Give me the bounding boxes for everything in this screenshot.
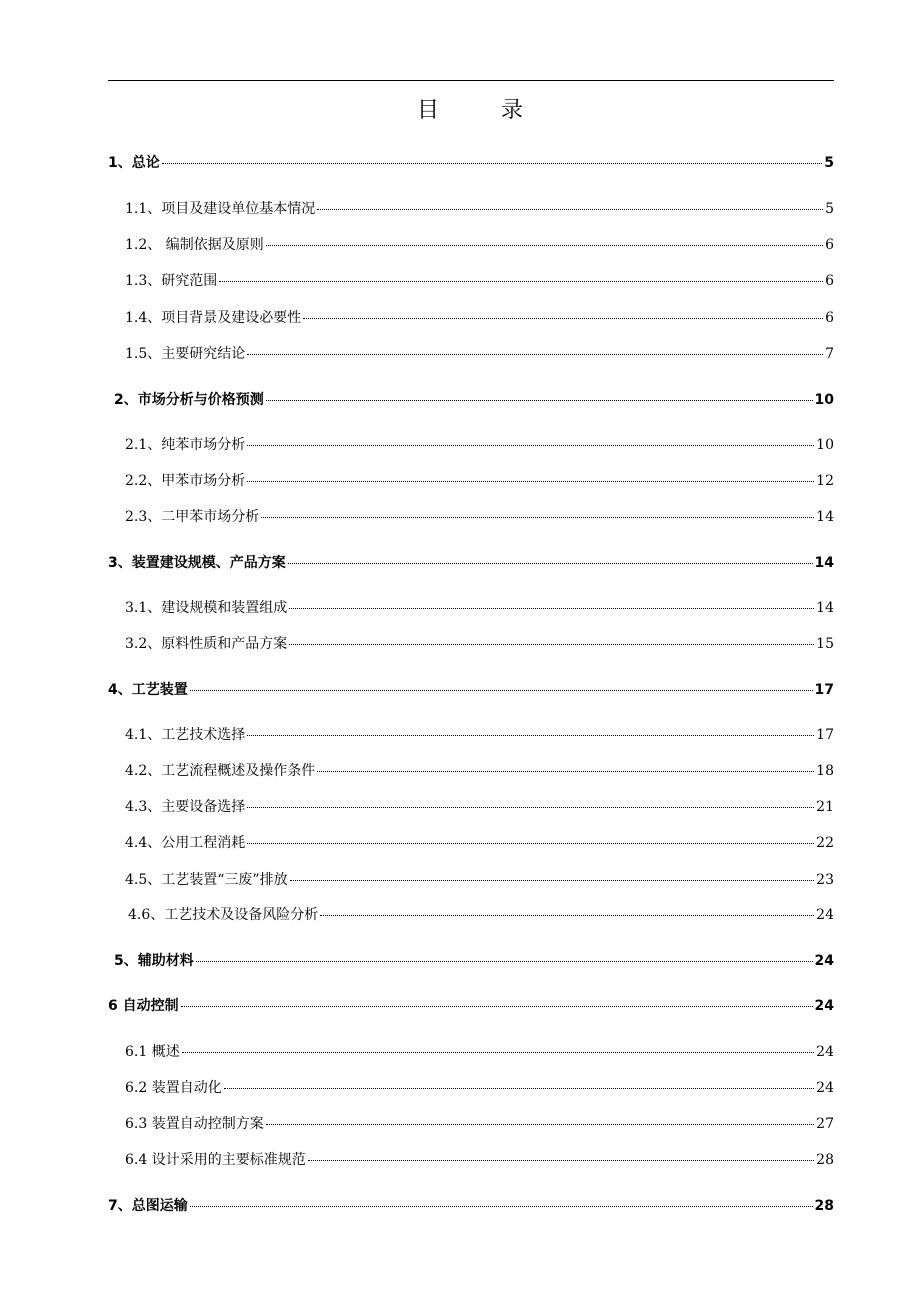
dot-leader [320, 915, 814, 916]
toc-entry-label: 2.3、二甲苯市场分析 [125, 509, 260, 525]
toc-entry-label: 7、总图运输 [108, 1198, 188, 1214]
toc-entry-label: 4.2、工艺流程概述及操作条件 [125, 763, 316, 779]
toc-entry-page-number: 7 [825, 346, 834, 362]
toc-entry-chapter[interactable] [108, 553, 834, 573]
toc-entry-section[interactable] [125, 1042, 834, 1062]
toc-entry-label: 2、市场分析与价格预测 [114, 392, 264, 408]
toc-entry-page-number: 5 [824, 155, 834, 171]
toc-entry-label: 6.4 设计采用的主要标准规范 [125, 1152, 306, 1168]
toc-entry-label: 4.4、公用工程消耗 [125, 835, 246, 851]
dot-leader [219, 281, 823, 282]
toc-entry-page-number: 6 [825, 273, 834, 289]
dot-leader [288, 563, 813, 564]
toc-entry-section[interactable] [125, 471, 834, 491]
toc-entry-label: 4.3、主要设备选择 [125, 799, 246, 815]
toc-entry-section[interactable] [125, 344, 834, 364]
toc-entry-page-number: 14 [816, 509, 834, 525]
toc-entry-page-number: 6 [825, 310, 834, 326]
dot-leader [247, 354, 823, 355]
dot-leader [190, 690, 813, 691]
toc-entry-page-number: 28 [816, 1152, 834, 1168]
header-rule [108, 80, 834, 81]
toc-entry-section[interactable] [125, 1114, 834, 1134]
dot-leader [266, 400, 813, 401]
toc-entry-label: 3.1、建设规模和装置组成 [125, 600, 288, 616]
toc-entry-page-number: 24 [816, 1080, 834, 1096]
toc-entry-page-number: 14 [816, 600, 834, 616]
toc-entry-label: 1.2、 编制依据及原则 [125, 237, 264, 253]
dot-leader [289, 644, 814, 645]
toc-entry-section[interactable] [125, 199, 834, 219]
toc-entry-page-number: 12 [816, 473, 834, 489]
toc-entry-chapter[interactable] [108, 153, 834, 173]
toc-entry-page-number: 24 [816, 1044, 834, 1060]
toc-entry-label: 6.2 装置自动化 [125, 1080, 222, 1096]
dot-leader [303, 318, 823, 319]
toc-entry-page-number: 5 [825, 201, 834, 217]
toc-entry-section[interactable] [125, 634, 834, 654]
toc-entry-chapter[interactable] [108, 680, 834, 700]
toc-entry-section[interactable] [125, 833, 834, 853]
toc-entry-label: 4.5、工艺装置“三废”排放 [125, 872, 288, 888]
dot-leader [289, 608, 814, 609]
dot-leader [182, 1052, 814, 1053]
toc-entry-chapter[interactable] [114, 390, 834, 410]
toc-entry-section[interactable] [125, 797, 834, 817]
toc-entry-section[interactable] [125, 435, 834, 455]
toc-entry-page-number: 17 [816, 727, 834, 743]
dot-leader [317, 209, 823, 210]
dot-leader [196, 961, 813, 962]
toc-entry-section[interactable] [125, 725, 834, 745]
toc-entry-section[interactable] [125, 271, 834, 291]
toc-entry-section[interactable] [128, 905, 834, 925]
toc-entry-page-number: 21 [816, 799, 834, 815]
dot-leader [308, 1160, 814, 1161]
toc-entry-chapter[interactable] [108, 1196, 834, 1216]
toc-entry-section[interactable] [125, 235, 834, 255]
dot-leader [190, 1206, 813, 1207]
toc-entry-label: 3.2、原料性质和产品方案 [125, 636, 288, 652]
toc-entry-label: 2.1、纯苯市场分析 [125, 437, 246, 453]
toc-title-left: 目 [416, 98, 441, 123]
toc-entry-page-number: 27 [816, 1116, 834, 1132]
dot-leader [290, 880, 815, 881]
dot-leader [317, 771, 814, 772]
dot-leader [181, 1006, 813, 1007]
toc-entry-label: 4.6、工艺技术及设备风险分析 [128, 907, 319, 923]
toc-entry-label: 1.4、项目背景及建设必要性 [125, 310, 302, 326]
toc-entry-page-number: 22 [816, 835, 834, 851]
toc-entry-page-number: 10 [814, 392, 834, 408]
dot-leader [247, 843, 814, 844]
toc-entry-label: 6.1 概述 [125, 1044, 180, 1060]
toc-entry-label: 4.1、工艺技术选择 [125, 727, 246, 743]
toc-entry-page-number: 24 [814, 998, 834, 1014]
toc-entry-section[interactable] [125, 308, 834, 328]
dot-leader [247, 807, 814, 808]
dot-leader [162, 163, 823, 164]
toc-entry-page-number: 24 [816, 907, 834, 923]
toc-entry-label: 1.1、项目及建设单位基本情况 [125, 201, 316, 217]
toc-entry-label: 4、工艺装置 [108, 682, 188, 698]
toc-entry-page-number: 17 [814, 682, 834, 698]
toc-entry-label: 6.3 装置自动控制方案 [125, 1116, 264, 1132]
toc-entry-label: 5、辅助材料 [114, 953, 194, 969]
toc-entry-page-number: 15 [816, 636, 834, 652]
toc-entry-page-number: 18 [816, 763, 834, 779]
dot-leader [261, 517, 814, 518]
toc-entry-section[interactable] [125, 761, 834, 781]
toc-title [108, 96, 834, 126]
toc-entry-page-number: 14 [814, 555, 834, 571]
toc-entry-section[interactable] [125, 1150, 834, 1170]
toc-entry-page-number: 28 [814, 1198, 834, 1214]
toc-title-right: 录 [501, 98, 526, 123]
toc-entry-page-number: 10 [816, 437, 834, 453]
toc-entry-label: 1、总论 [108, 155, 160, 171]
dot-leader [266, 1124, 814, 1125]
toc-entry-chapter[interactable] [114, 951, 834, 971]
toc-entry-section[interactable] [125, 870, 834, 890]
toc-entry-section[interactable] [125, 1078, 834, 1098]
toc-entry-page-number: 23 [816, 872, 834, 888]
toc-entry-section[interactable] [125, 598, 834, 618]
toc-entry-page-number: 24 [814, 953, 834, 969]
toc-entry-page-number: 6 [825, 237, 834, 253]
dot-leader [247, 481, 814, 482]
toc-entry-label: 1.5、主要研究结论 [125, 346, 246, 362]
toc-entry-label: 2.2、甲苯市场分析 [125, 473, 246, 489]
toc-entry-label: 6 自动控制 [108, 998, 179, 1014]
toc-entry-section[interactable] [125, 507, 834, 527]
dot-leader [266, 245, 823, 246]
dot-leader [224, 1088, 814, 1089]
toc-entry-chapter[interactable] [108, 996, 834, 1016]
dot-leader [247, 735, 814, 736]
toc-entry-label: 3、装置建设规模、产品方案 [108, 555, 286, 571]
toc-entry-label: 1.3、研究范围 [125, 273, 218, 289]
dot-leader [247, 445, 814, 446]
